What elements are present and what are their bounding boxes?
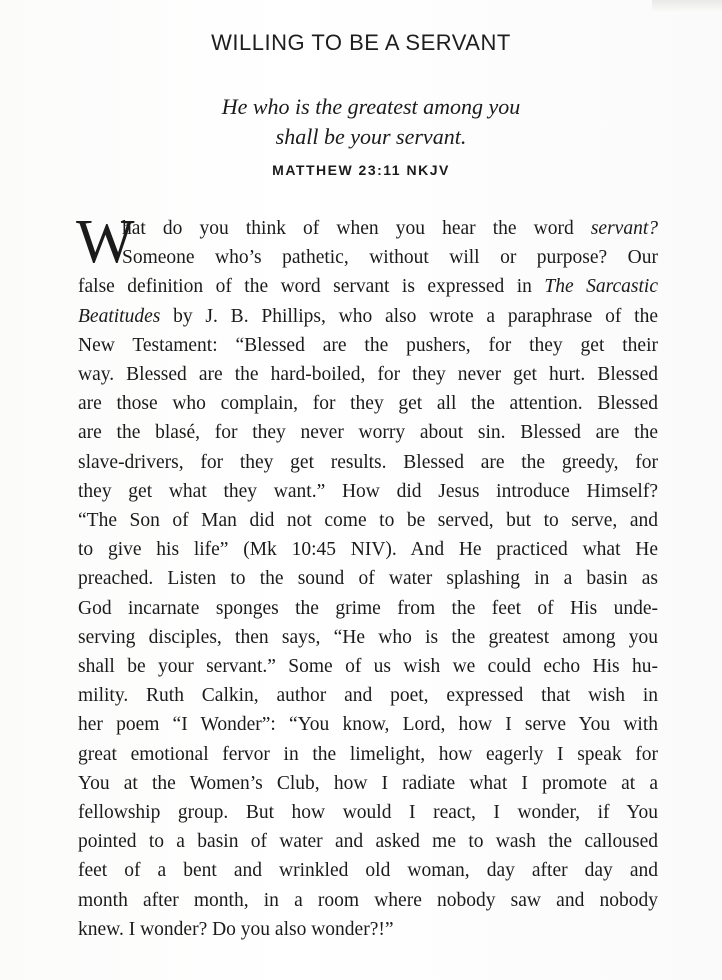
page-title: WILLING TO BE A SERVANT xyxy=(211,30,511,55)
body-line: way. Blessed are the hard-boiled, for they never get hurt. Blessed xyxy=(78,364,658,386)
body-line: are the blasé, for they never worry about sin. Blessed are the xyxy=(78,422,658,444)
body-line: You at the Women’s Club, how I radiate what I promote at a xyxy=(78,772,658,794)
body-line: God incarnate sponges the grime from the feet of His unde- xyxy=(78,597,658,619)
drop-cap: W xyxy=(76,208,135,276)
body-line: her poem “I Wonder”: “You know, Lord, how I serve You with xyxy=(78,714,658,736)
body-line: serving disciples, then says, “He who is the greatest among you xyxy=(78,626,658,648)
body-line: Beatitudes by J. B. Phillips, who also wrote a paraphrase of the xyxy=(78,305,658,327)
body-line: pointed to a basin of water and asked me to wash the calloused xyxy=(78,831,658,853)
body-line: Someone who’s pathetic, without will or purpose? Our xyxy=(122,247,658,269)
body-line: mility. Ruth Calkin, author and poet, expressed that wish in xyxy=(78,685,658,707)
verse-reference: MATTHEW 23:11 NKJV xyxy=(272,162,450,178)
verse-line-1: He who is the greatest among you xyxy=(221,94,521,119)
body-line: fellowship group. But how would I react, I wonder, if You xyxy=(78,802,658,824)
body-line: hat do you think of when you hear the word servant? xyxy=(122,218,658,239)
body-line: are those who complain, for they get all the attention. Blessed xyxy=(78,393,658,415)
body-line: knew. I wonder? Do you also wonder?!” xyxy=(78,918,394,940)
body-line: feet of a bent and wrinkled old woman, day after day and xyxy=(78,860,658,882)
body-line: shall be your servant.” Some of us wish we could echo His hu- xyxy=(78,656,658,678)
body-line: they get what they want.” How did Jesus introduce Himself? xyxy=(78,480,658,502)
body-text xyxy=(76,208,658,944)
epigraph-verse xyxy=(0,92,722,152)
page-corner-shadow xyxy=(652,0,722,14)
body-line: “The Son of Man did not come to be served, but to serve, and xyxy=(78,510,658,532)
body-line: to give his life” (Mk 10:45 NIV). And He practiced what He xyxy=(78,539,658,561)
body-line: great emotional fervor in the limelight, how eagerly I speak for xyxy=(78,743,658,765)
body-line: false definition of the word servant is expressed in The Sarcastic xyxy=(78,276,658,298)
body-line: month after month, in a room where nobody saw and nobody xyxy=(78,889,658,911)
verse-line-2: shall be your servant. xyxy=(275,124,467,149)
body-line: preached. Listen to the sound of water splashing in a basin as xyxy=(78,568,658,590)
body-line: New Testament: “Blessed are the pushers, for they get their xyxy=(78,334,658,356)
body-line: slave-drivers, for they get results. Blessed are the greedy, for xyxy=(78,451,658,473)
